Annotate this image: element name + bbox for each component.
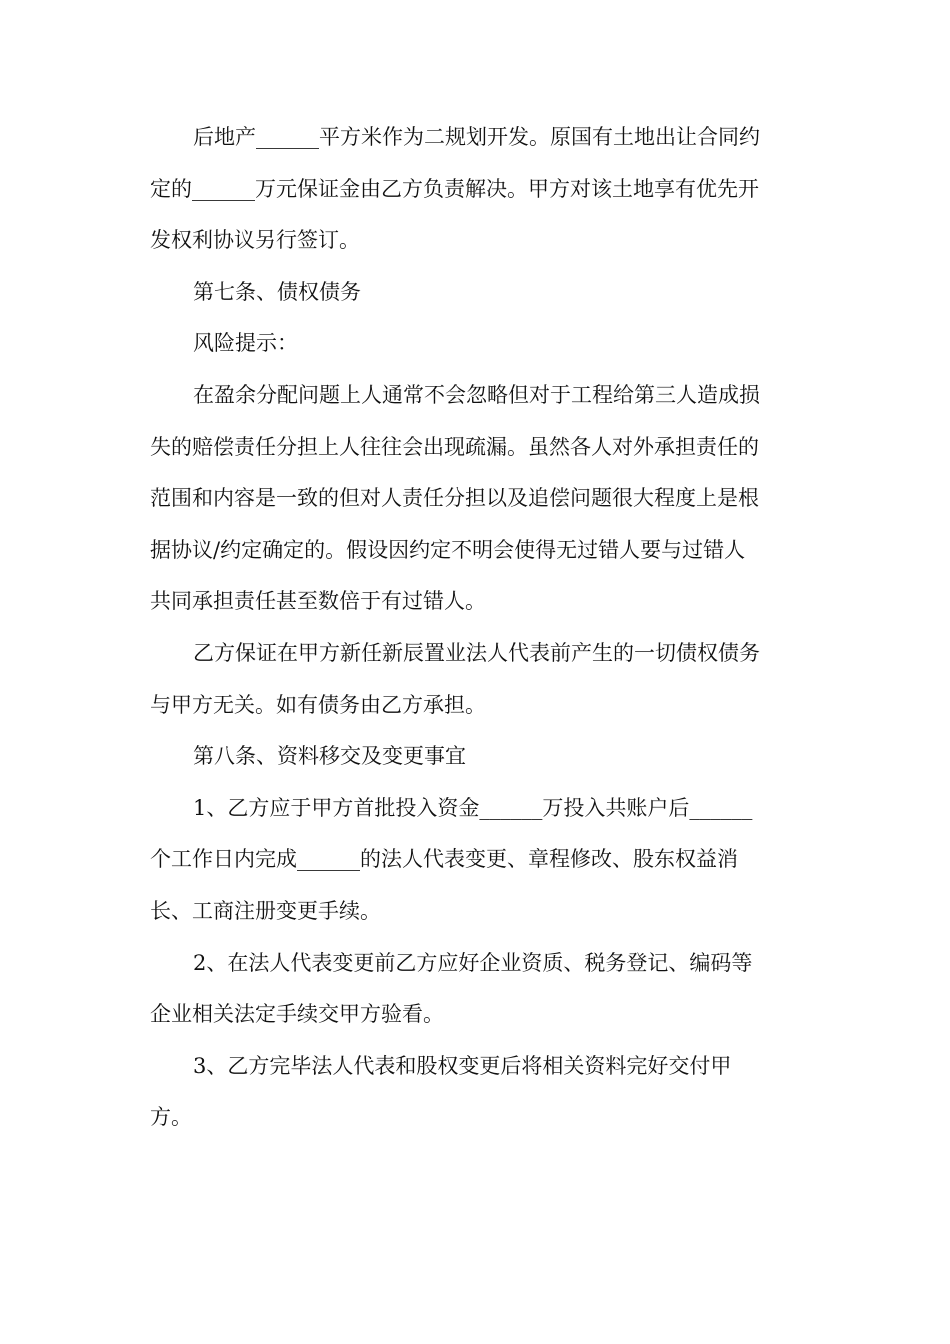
text-line: 个工作日内完成______的法人代表变更、章程修改、股东权益消 (150, 847, 738, 872)
text-line: 后地产______平方米作为二规划开发。原国有土地出让合同约 (193, 125, 760, 149)
text-line: 发权利协议另行签订。 (150, 228, 360, 253)
text-line: 长、工商注册变更手续。 (150, 898, 381, 923)
text-line: 在盈余分配问题上人通常不会忽略但对于工程给第三人造成损 (193, 382, 760, 407)
document-body (150, 112, 810, 1144)
text-line: 失的赔偿责任分担上人往往会出现疏漏。虽然各人对外承担责任的 (150, 434, 759, 459)
text-line: 范围和内容是一致的但对人责任分担以及追偿问题很大程度上是根 (150, 486, 759, 511)
text-line: 方。 (150, 1105, 192, 1130)
text-line: 与甲方无关。如有债务由乙方承担。 (150, 692, 486, 717)
text-line: 据协议/约定确定的。假设因约定不明会使得无过错人要与过错人 (150, 537, 746, 562)
text-line: 共同承担责任甚至数倍于有过错人。 (150, 589, 486, 614)
text-line: 乙方保证在甲方新任新辰置业法人代表前产生的一切债权债务 (193, 640, 760, 665)
text-line: 2、在法人代表变更前乙方应好企业资质、税务登记、编码等 (193, 950, 753, 975)
risk-label: 风险提示： (193, 331, 298, 356)
section-heading: 第七条、债权债务 (193, 279, 361, 304)
text-line: 3、乙方完毕法人代表和股权变更后将相关资料完好交付甲 (193, 1053, 732, 1078)
text-line: 企业相关法定手续交甲方验看。 (150, 1002, 444, 1027)
text-line: 定的______万元保证金由乙方负责解决。甲方对该土地享有优先开 (150, 176, 759, 201)
text-line: 1、乙方应于甲方首批投入资金______万投入共账户后______ (193, 795, 753, 820)
section-heading: 第八条、资料移交及变更事宜 (193, 744, 466, 769)
